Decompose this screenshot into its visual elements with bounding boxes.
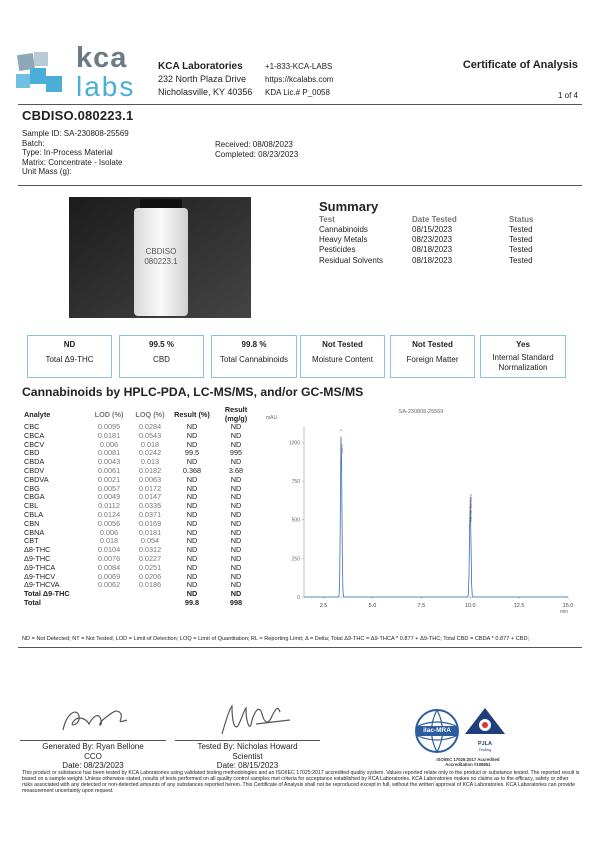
analyte-value: ND	[230, 457, 242, 467]
sample-id: Sample ID: SA-230808-25569	[22, 129, 129, 138]
analyte-value: ND	[186, 483, 198, 493]
license: KDA Lic.# P_0058	[265, 88, 330, 97]
summary-table	[319, 214, 559, 265]
analyte-value: ND	[230, 571, 242, 581]
analyte-value: 0.0084	[97, 562, 121, 572]
col-header: LOQ (%)	[135, 409, 165, 419]
analyte-value: 0.0181	[97, 430, 121, 440]
analyte-name: CBT	[24, 536, 39, 546]
sample-photo	[69, 197, 251, 318]
sample-meta	[22, 129, 129, 177]
analyte-value: 0.018	[140, 439, 160, 449]
x-tick-label: 12.5	[513, 603, 525, 609]
phone: +1-833-KCA-LABS	[265, 62, 333, 71]
analyte-value: ND	[186, 545, 198, 555]
analyte-value: ND	[186, 439, 198, 449]
y-axis-label: mAU	[266, 415, 278, 421]
analyte-value: 0.0543	[138, 430, 162, 440]
signature-ryan-bellone	[55, 702, 135, 738]
matrix: Matrix: Concentrate - Isolate	[22, 157, 123, 167]
analyte-value: ND	[230, 518, 242, 528]
analyte-value: 0.0049	[97, 492, 121, 502]
analyte-value: 0.018	[99, 536, 119, 546]
analyte-name: CBGA	[24, 492, 45, 502]
peak-label: Internal Standard	[469, 494, 474, 523]
analyte-value: 0.0056	[97, 518, 121, 528]
analyte-value	[130, 599, 170, 608]
analyte-value: ND	[230, 422, 242, 431]
analyte-name: Δ9-THCVA	[24, 580, 60, 590]
analyte-name: CBN	[24, 518, 40, 528]
meta-divider	[18, 185, 582, 186]
analyte-value: 0.006	[99, 439, 119, 449]
col-header: Analyte	[24, 409, 51, 419]
sample-code: CBDISO.080223.1	[22, 108, 134, 123]
col-header: Result (mg/g)	[224, 405, 248, 423]
analyte-value: ND	[230, 536, 242, 546]
analyte-value: ND	[186, 492, 198, 502]
table-row	[24, 599, 258, 608]
analyte-value: ND	[186, 571, 198, 581]
result-box-total-thc: ND Total Δ9-THC	[27, 335, 112, 378]
analyte-name: Total	[24, 597, 41, 607]
table-row	[24, 590, 258, 599]
analyte-name: CBNA	[24, 527, 45, 537]
analyte-value: 0.0062	[97, 580, 121, 590]
analyte-value: 0.0147	[138, 492, 162, 502]
analyte-value: ND	[230, 509, 242, 519]
analyte-value: ND	[186, 580, 198, 590]
disclaimer: This product or substance has been tested by KCA Laboratories using validated testing methodologies and an ISO/IEC 17025:2017 accredited quality system. Values reported relate only to the product or substance tested. The reported result is based on a sample weight. Unless otherwise stated, results of tests performed on all quality control samples met criteria for acceptance established by KCA Laboratories. KCA Laboratories makes no claims as to the efficacy, safety or other risks associated with any detected or non-detected amounts of any substances reported herein. This Certificate of Analysis shall not be reproduced except in full, without the written approval of KCA Laboratories. KCA Laboratories can provide measurement uncertainty upon request.	[22, 770, 580, 795]
analyte-value: 99.5	[184, 448, 200, 458]
document-title: Certificate of Analysis	[462, 59, 578, 71]
ilac-mra-logo: ilac-MRA	[414, 708, 460, 754]
chromatogram-trace	[304, 437, 568, 597]
analyte-value: 0.0095	[97, 422, 121, 431]
analyte-value: ND	[230, 439, 242, 449]
address-line2: Nicholasville, KY 40356	[158, 87, 253, 97]
analyte-name: CBL	[24, 501, 39, 511]
y-tick-label: 250	[291, 556, 300, 563]
chromatogram-chart	[256, 405, 578, 627]
cannabinoids-table	[24, 405, 258, 608]
col-header: LOD (%)	[94, 409, 124, 419]
footnote-divider	[18, 647, 582, 648]
analyte-value: 0.0061	[97, 465, 121, 475]
analyte-value: 99.8	[184, 597, 200, 607]
col-header: Result (%)	[174, 409, 210, 419]
analyte-value: 3.68	[228, 465, 244, 475]
analyte-value: 0.0284	[138, 422, 162, 431]
y-tick-label: 750	[291, 479, 300, 486]
analyte-name: CBC	[24, 422, 40, 431]
peak-label: CBDV	[340, 444, 345, 455]
table-row: Residual Solvents 08/18/2023 Tested	[319, 255, 533, 265]
analyte-value: 0.0181	[138, 527, 162, 537]
result-box-cbd: 99.5 % CBD	[119, 335, 204, 378]
analyte-value: ND	[230, 430, 242, 440]
analyte-value: 0.013	[140, 457, 160, 467]
batch: Batch:	[22, 138, 45, 148]
analyte-value: 0.0251	[138, 562, 162, 572]
analyte-value: 0.0371	[138, 509, 162, 519]
analyte-value: ND	[186, 422, 198, 431]
cannabinoids-title: Cannabinoids by HPLC-PDA, LC-MS/MS, and/or GC-MS/MS	[22, 385, 364, 399]
analyte-value: 0.0063	[138, 474, 162, 484]
analyte-name: Δ9-THC	[24, 553, 51, 563]
analyte-value: ND	[186, 589, 198, 599]
result-box-total-cannabinoids: 99.8 % Total Cannabinoids	[211, 335, 297, 378]
table-row: Heavy Metals 08/23/2023 Tested	[319, 234, 533, 244]
analyte-value: ND	[186, 527, 198, 537]
analyte-name: CBDVA	[24, 474, 49, 484]
x-tick-label: 2.5	[319, 603, 328, 609]
result-box-internal-standard: Yes Internal Standard Normalization	[480, 335, 566, 378]
analyte-value: 0.0043	[97, 457, 121, 467]
x-tick-label: 10.0	[464, 603, 476, 609]
analyte-value: ND	[230, 545, 242, 555]
analyte-value: ND	[230, 580, 242, 590]
analyte-value: ND	[186, 501, 198, 511]
kca-logo	[16, 42, 146, 102]
analyte-value: 0.0186	[138, 580, 162, 590]
vial-label: CBDISO 080223.1	[144, 247, 178, 266]
company-block	[158, 60, 252, 99]
footnote: ND = Not Detected; NT = Not Tested; LOD = Limit of Detection; LOQ = Limit of Quantitation; RL = Reporting Limit; Δ = Delta; Total Δ9-THC = Δ9-THCA * 0.877 + Δ9-THC; Total CBD = CBDA * 0.877 + CBD;	[22, 636, 530, 642]
summary-header: Test	[319, 214, 335, 224]
analyte-value: ND	[186, 553, 198, 563]
analyte-value: 0.0076	[97, 553, 121, 563]
analyte-value: ND	[186, 536, 198, 546]
analyte-value: 0.0069	[97, 571, 121, 581]
x-tick-label: 15.0	[562, 603, 574, 609]
analyte-value: 0.006	[99, 527, 119, 537]
x-axis-label: min	[559, 609, 568, 615]
analyte-value: ND	[230, 492, 242, 502]
website-link[interactable]: https://kcalabs.com	[265, 75, 334, 84]
analyte-value: 995	[229, 448, 243, 458]
analyte-value: 0.0021	[97, 474, 121, 484]
analyte-value: 998	[229, 597, 243, 607]
contact-block	[265, 60, 333, 99]
y-tick-label: 0	[297, 595, 300, 601]
analyte-value: ND	[186, 474, 198, 484]
analyte-value: ND	[230, 562, 242, 572]
iso-accreditation: ISO/IEC 17025:2017 Accredited Accreditation #108651	[436, 757, 500, 768]
analyte-name: CBD	[24, 448, 40, 458]
analyte-name: CBDV	[24, 465, 45, 475]
logo-text-kca: kca	[76, 42, 128, 74]
chart-title: SA-230808-25569	[398, 409, 444, 415]
analyte-value: 0.368	[182, 465, 202, 475]
completed-date: Completed: 08/23/2023	[215, 149, 299, 159]
analyte-value: 0.0206	[138, 571, 162, 581]
x-tick-label: 5.0	[368, 603, 377, 609]
analyte-value: 0.0169	[138, 518, 162, 528]
dates-block	[215, 140, 298, 159]
analyte-value: ND	[186, 518, 198, 528]
analyte-value: 0.0112	[98, 501, 120, 511]
analyte-value: 0.0182	[138, 465, 162, 475]
peak-point	[341, 429, 342, 430]
analyte-value: 0.0242	[138, 448, 162, 458]
y-tick-label: 500	[291, 517, 300, 524]
analyte-value	[88, 590, 130, 599]
unit-mass: Unit Mass (g):	[22, 167, 72, 177]
summary-title: Summary	[319, 199, 379, 214]
analyte-value: ND	[230, 553, 242, 563]
analyte-value	[88, 599, 130, 608]
analyte-value: ND	[186, 430, 198, 440]
header-divider	[18, 104, 582, 105]
received-date: Received: 08/08/2023	[215, 140, 293, 149]
analyte-value	[130, 590, 170, 599]
table-row: Cannabinoids 08/15/2023 Tested	[319, 224, 533, 234]
company-name: KCA Laboratories	[158, 61, 243, 72]
summary-header: Date Tested	[412, 214, 457, 224]
logo-text-labs: labs	[76, 71, 136, 102]
type: Type: In-Process Material	[22, 148, 113, 158]
analyte-name: Total Δ9-THC	[24, 589, 70, 599]
analyte-value: 0.0335	[138, 501, 162, 511]
analyte-value: ND	[186, 457, 198, 467]
analyte-value: 0.0124	[97, 509, 121, 519]
analyte-name: CBCA	[24, 430, 45, 440]
page-number: 1 of 4	[557, 91, 578, 100]
result-box-moisture: Not Tested Moisture Content	[300, 335, 385, 378]
analyte-name: Δ9-THCV	[24, 571, 56, 581]
analyte-value: 0.0081	[97, 448, 121, 458]
analyte-name: CBDA	[24, 457, 45, 467]
pjla-logo: PJLA Testing	[463, 706, 507, 746]
analyte-value: ND	[230, 474, 242, 484]
signature-block-tested: Tested By: Nicholas Howard Scientist Date: 08/15/2023	[197, 742, 298, 770]
analyte-name: Δ9-THCA	[24, 562, 56, 572]
analyte-value: 0.0104	[97, 545, 121, 555]
analyte-name: CBLA	[24, 509, 44, 519]
analyte-name: Δ8-THC	[24, 545, 51, 555]
analyte-value: ND	[186, 562, 198, 572]
analyte-value: ND	[186, 509, 198, 519]
analyte-value: 0.0312	[138, 545, 162, 555]
summary-header: Status	[509, 214, 534, 224]
analyte-value: ND	[230, 501, 242, 511]
analyte-value: 0.0227	[138, 553, 162, 563]
signature-nicholas-howard	[216, 700, 296, 740]
y-tick-label: 1000	[288, 440, 300, 447]
result-box-foreign-matter: Not Tested Foreign Matter	[390, 335, 475, 378]
signature-line	[20, 740, 166, 741]
signature-line	[175, 740, 320, 741]
analyte-value: ND	[230, 589, 242, 599]
x-tick-label: 7.5	[417, 603, 426, 609]
analyte-value: 0.054	[140, 536, 160, 546]
signature-block-generated: Generated By: Ryan Bellone CCO Date: 08/23/2023	[42, 742, 144, 770]
table-row: Pesticides 08/18/2023 Tested	[319, 245, 533, 255]
analyte-value: 0.0057	[97, 483, 121, 493]
analyte-value: ND	[230, 483, 242, 493]
address-line1: 232 North Plaza Drive	[158, 74, 247, 84]
analyte-value: 0.0172	[138, 483, 162, 493]
pjla-triangle-icon	[463, 706, 507, 736]
analyte-name: CBCV	[24, 439, 45, 449]
analyte-name: CBG	[24, 483, 40, 493]
analyte-value: ND	[230, 527, 242, 537]
